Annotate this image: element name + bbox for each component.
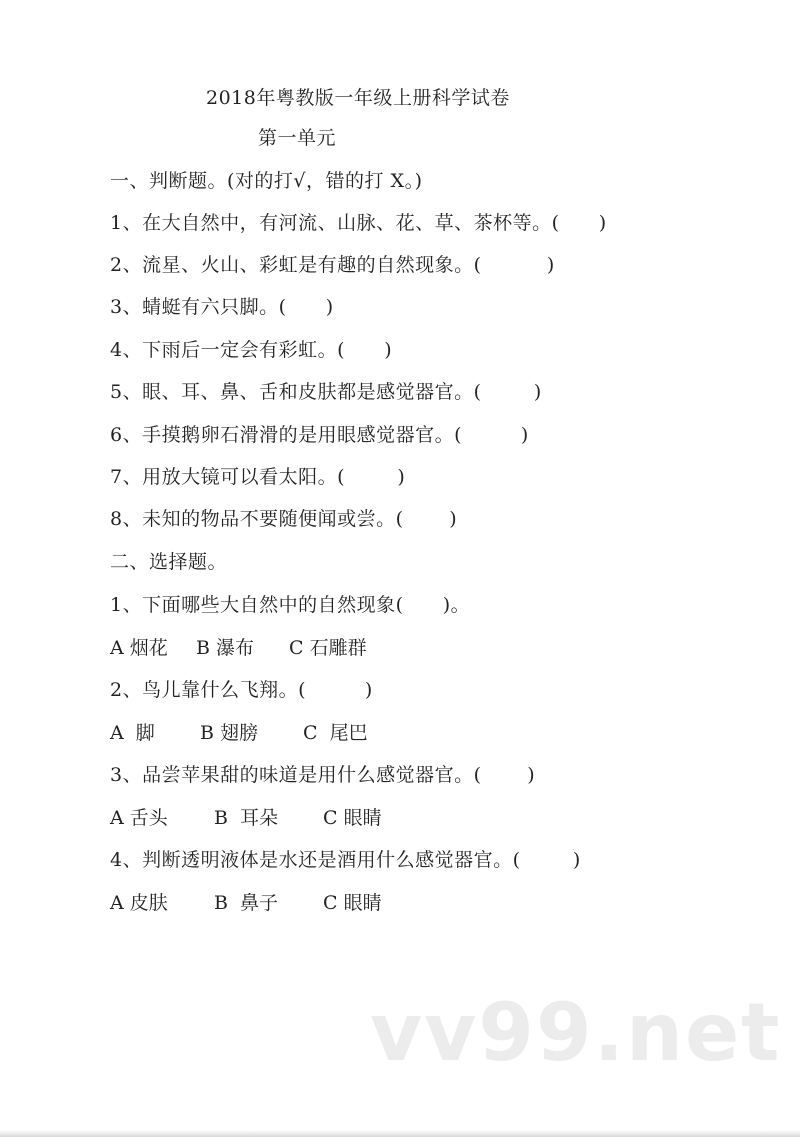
choice-question-3: 3、品尝苹果甜的味道是用什么感觉器官。( ) (110, 764, 536, 786)
choice-1-option-c: C 石雕群 (289, 637, 367, 659)
choice-2-option-b: B 翅膀 (200, 722, 259, 744)
unit-heading: 第一单元 (258, 127, 337, 149)
true-false-item-8: 8、未知的物品不要随便闻或尝。( ) (110, 508, 458, 530)
true-false-item-2: 2、流星、火山、彩虹是有趣的自然现象。( ) (110, 254, 555, 276)
choice-3-option-b: B 耳朵 (214, 807, 279, 829)
choice-4-option-b: B 鼻子 (214, 892, 279, 914)
choice-4-option-a: A 皮肤 (110, 892, 168, 914)
section-1-heading: 一、判断题。(对的打√，错的打 X。) (110, 170, 423, 192)
true-false-item-3: 3、蜻蜓有六只脚。( ) (110, 296, 334, 318)
watermark: vv99.net (370, 986, 782, 1079)
section-2-heading: 二、选择题。 (110, 551, 228, 573)
choice-question-2: 2、鸟儿靠什么飞翔。( ) (110, 679, 373, 701)
choice-question-4: 4、判断透明液体是水还是酒用什么感觉器官。( ) (110, 849, 581, 871)
choice-1-option-a: A 烟花 (110, 637, 168, 659)
true-false-item-5: 5、眼、耳、鼻、舌和皮肤都是感觉器官。( ) (110, 381, 542, 403)
choice-4-option-c: C 眼睛 (323, 892, 382, 914)
choice-3-option-a: A 舌头 (110, 807, 168, 829)
true-false-item-7: 7、用放大镜可以看太阳。( ) (110, 466, 406, 488)
true-false-item-1: 1、在大自然中，有河流、山脉、花、草、茶杯等。( ) (110, 212, 607, 234)
choice-2-option-a: A 脚 (110, 722, 155, 744)
choice-2-option-c: C 尾巴 (303, 722, 368, 744)
page-bottom-edge (0, 1130, 800, 1137)
choice-1-option-b: B 瀑布 (196, 637, 255, 659)
true-false-item-6: 6、手摸鹅卵石滑滑的是用眼感觉器官。( ) (110, 424, 529, 446)
true-false-item-4: 4、下雨后一定会有彩虹。( ) (110, 339, 393, 361)
document-title: 2018年粤教版一年级上册科学试卷 (206, 87, 510, 109)
choice-3-option-c: C 眼睛 (323, 807, 382, 829)
choice-question-1: 1、下面哪些大自然中的自然现象( )。 (110, 594, 471, 616)
